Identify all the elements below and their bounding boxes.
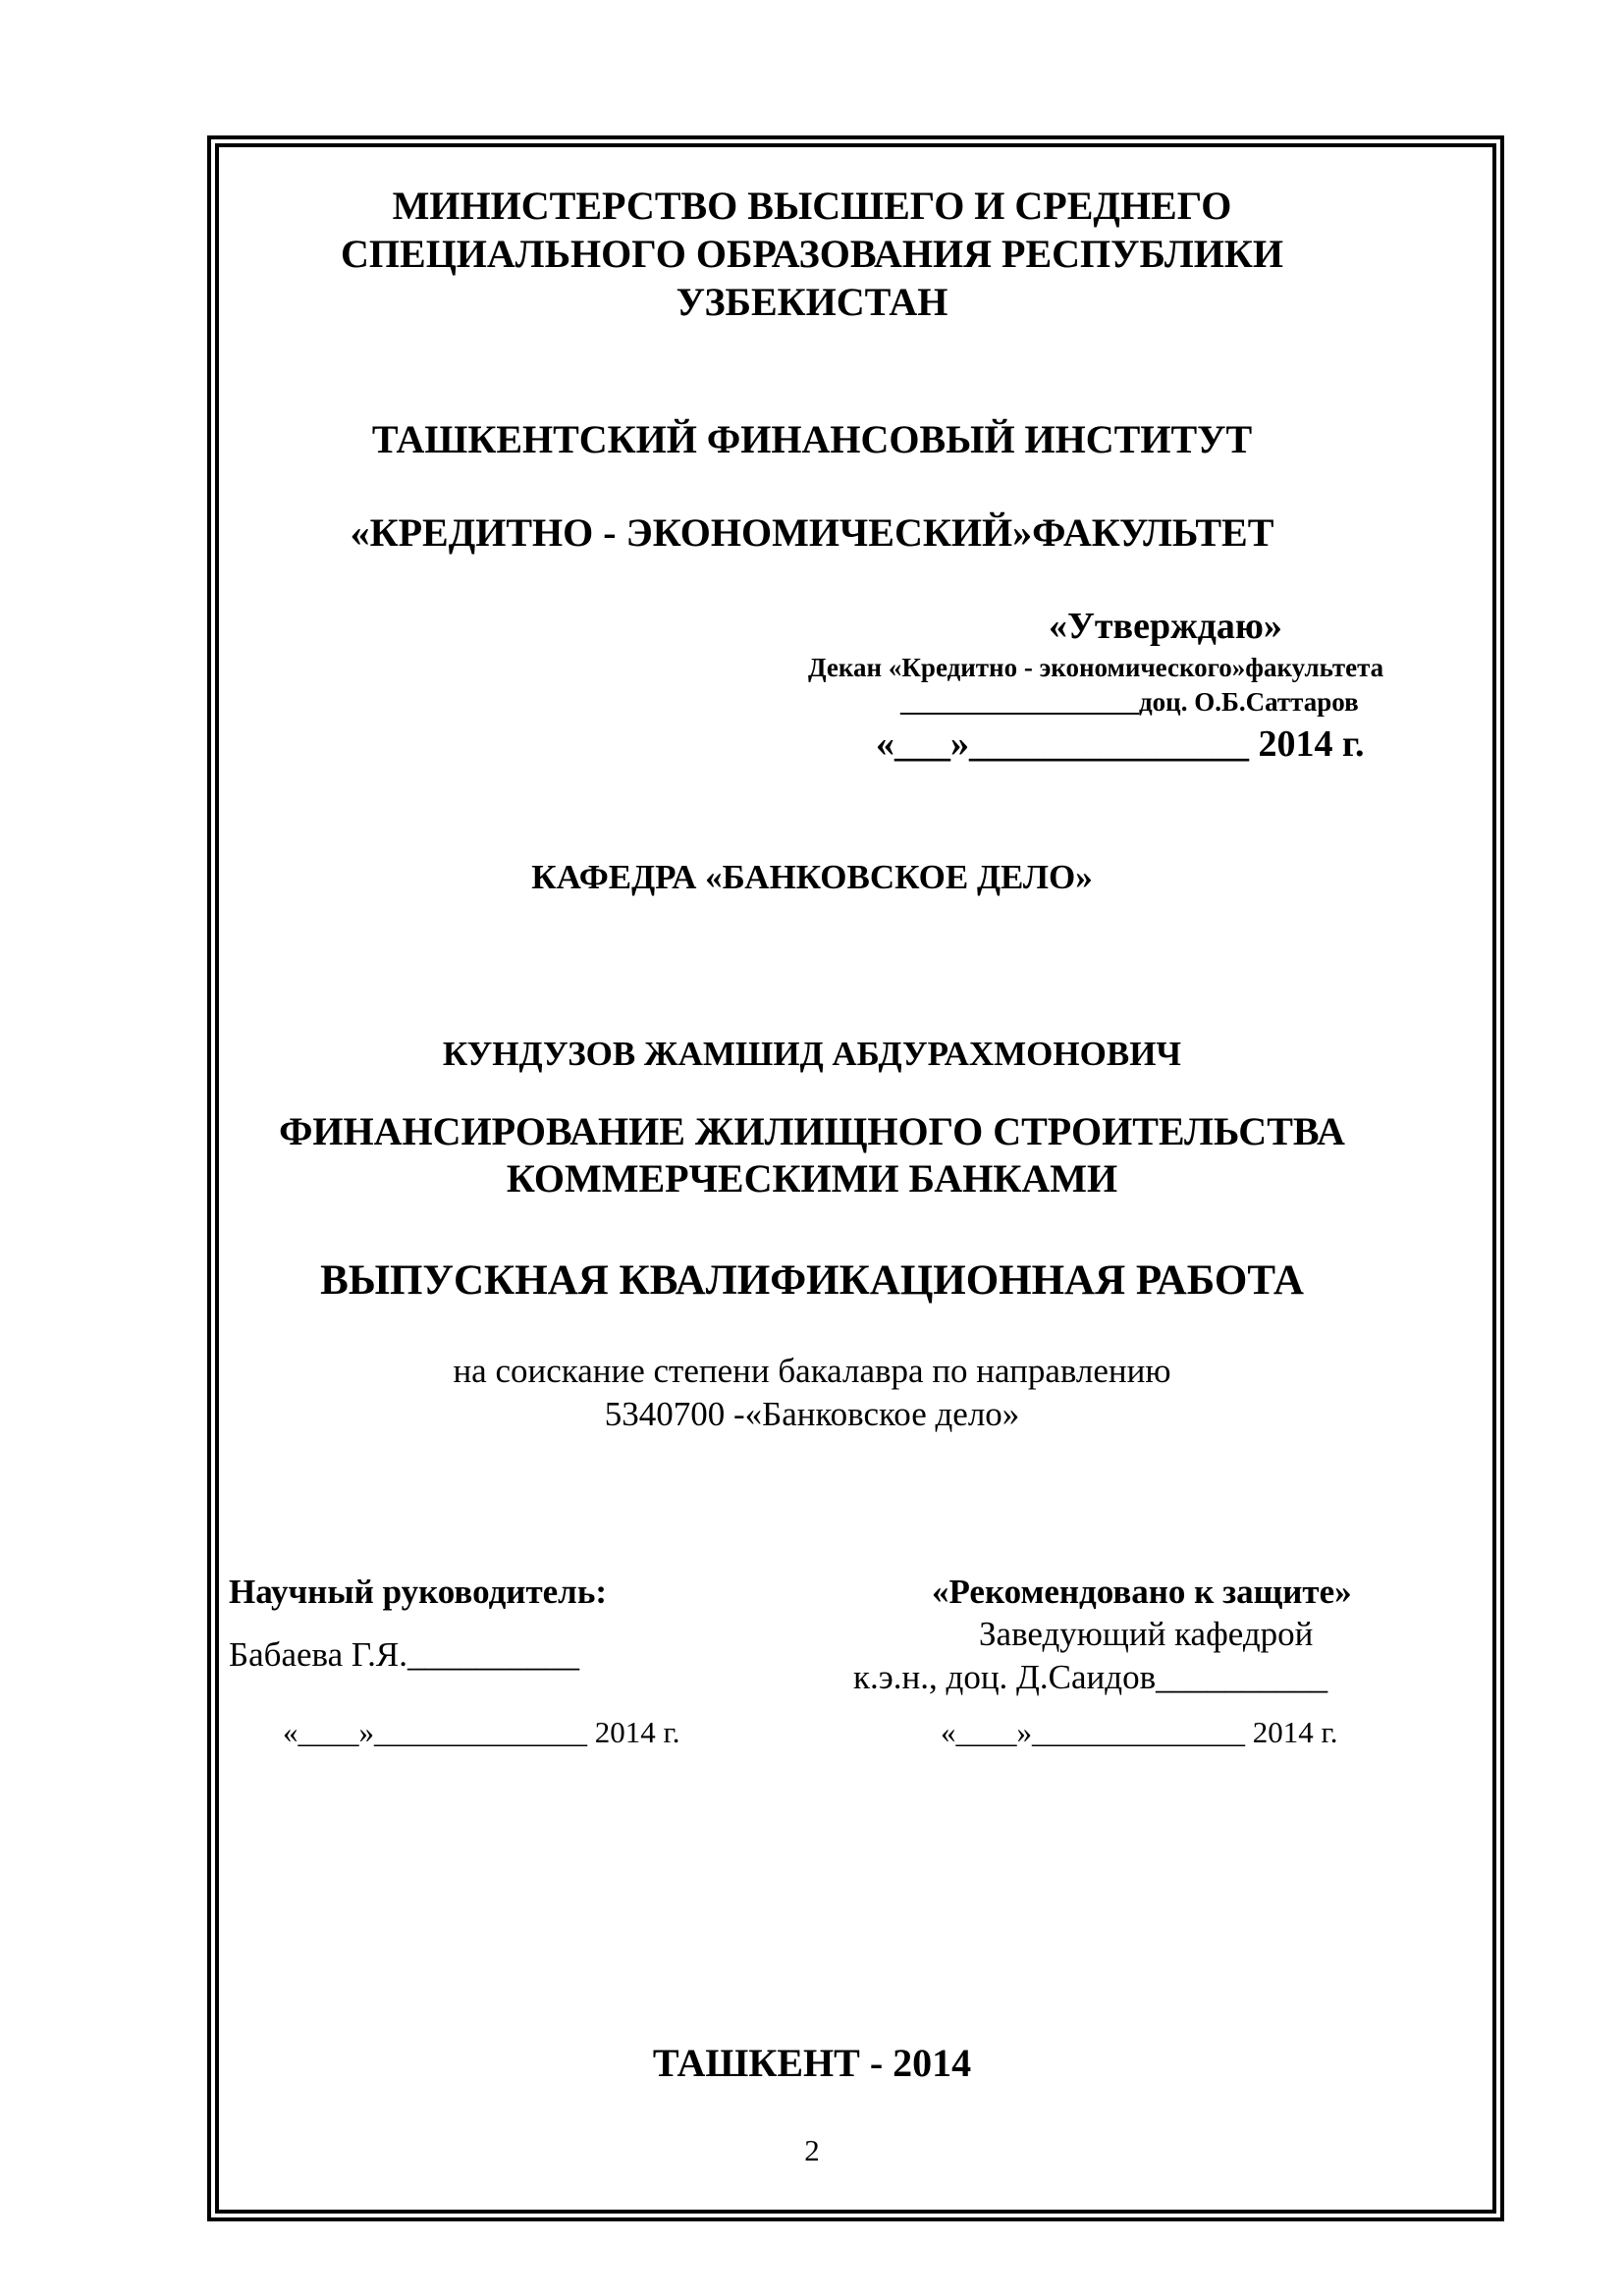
- page-number: 2: [804, 2133, 820, 2167]
- approval-title: «Утверждаю»: [1049, 606, 1282, 647]
- city-year: ТАШКЕНТ - 2014: [652, 2041, 972, 2085]
- supervisor-name: Бабаева Г.Я.__________: [229, 1635, 579, 1674]
- recommendation-label: «Рекомендовано к защите»: [932, 1573, 1352, 1611]
- approval-date-line: «___»_______________ 2014 г.: [876, 723, 1365, 765]
- recommendation-position: Заведующий кафедрой: [979, 1615, 1314, 1653]
- author-name: КУНДУЗОВ ЖАМШИД АБДУРАХМОНОВИЧ: [442, 1035, 1182, 1073]
- institute-name: ТАШКЕНТСКИЙ ФИНАНСОВЫЙ ИНСТИТУТ: [371, 417, 1253, 461]
- approval-dean: Декан «Кредитно - экономического»факультета: [808, 653, 1384, 682]
- degree-line-1: на соискание степени бакалавра по направлению: [453, 1352, 1171, 1390]
- recommendation-date: «____»______________ 2014 г.: [941, 1715, 1338, 1749]
- supervisor-date: «____»______________ 2014 г.: [283, 1715, 680, 1749]
- degree-line-2: 5340700 -«Банковское дело»: [604, 1395, 1020, 1433]
- faculty-name: «КРЕДИТНО - ЭКОНОМИЧЕСКИЙ»ФАКУЛЬТЕТ: [350, 510, 1274, 555]
- supervisor-label: Научный руководитель:: [229, 1573, 607, 1611]
- recommendation-name: к.э.н., доц. Д.Саидов__________: [853, 1658, 1328, 1696]
- topic-line-1: ФИНАНСИРОВАНИЕ ЖИЛИЩНОГО СТРОИТЕЛЬСТВА: [279, 1109, 1345, 1153]
- department-name: КАФЕДРА «БАНКОВСКОЕ ДЕЛО»: [531, 858, 1093, 896]
- ministry-line-2: СПЕЦИАЛЬНОГО ОБРАЗОВАНИЯ РЕСПУБЛИКИ: [341, 232, 1283, 276]
- ministry-line-3: УЗБЕКИСТАН: [676, 280, 948, 324]
- approval-signature-line: __________________доц. О.Б.Саттаров: [900, 687, 1359, 717]
- topic-line-2: КОММЕРЧЕСКИМИ БАНКАМИ: [506, 1156, 1118, 1201]
- ministry-line-1: МИНИСТЕРСТВО ВЫСШЕГО И СРЕДНЕГО: [392, 184, 1232, 228]
- work-type: ВЫПУСКНАЯ КВАЛИФИКАЦИОННАЯ РАБОТА: [320, 1257, 1304, 1304]
